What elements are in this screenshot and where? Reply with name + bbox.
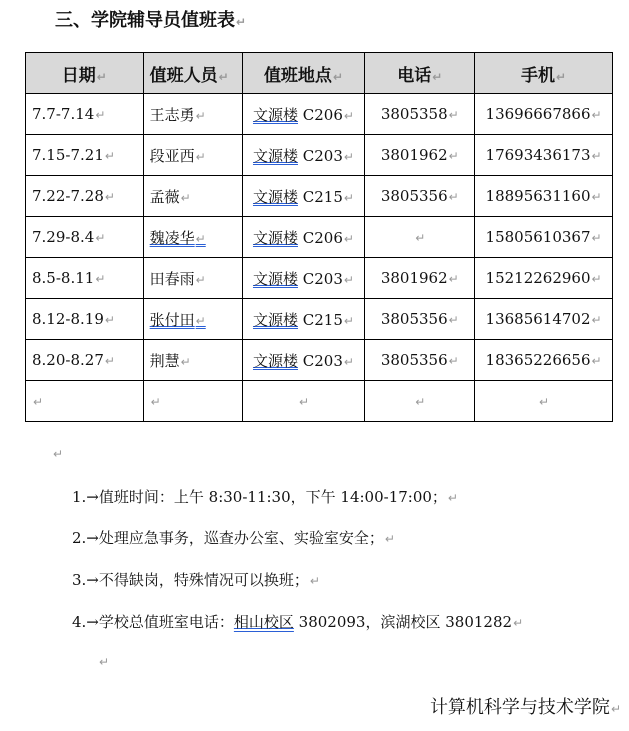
name-cell: 段亚西 ↵ [143, 135, 242, 176]
date-cell: 7.15-7.21 ↵ [26, 135, 144, 176]
mobile-cell: 15212262960 ↵ [475, 258, 613, 299]
date-cell: 7.29-8.4 ↵ [26, 217, 144, 258]
table-row [26, 135, 613, 176]
empty-cell [143, 381, 242, 422]
name-cell: 荆慧 ↵ [143, 340, 242, 381]
date-cell: 8.12-8.19 ↵ [26, 299, 144, 340]
duty-table [25, 52, 613, 422]
mobile-cell: 15805610367 ↵ [475, 217, 613, 258]
header-date: 日期 ↵ [26, 53, 144, 94]
table-row [26, 217, 613, 258]
mobile-cell: 18895631160 ↵ [475, 176, 613, 217]
phone-cell [365, 217, 475, 258]
mobile-cell: 13696667866 ↵ [475, 94, 613, 135]
empty-paragraph [52, 444, 63, 462]
location-cell: 文源楼 C203 ↵ [242, 135, 365, 176]
empty-cell [26, 381, 144, 422]
table-row [26, 94, 613, 135]
table-row-empty [26, 381, 613, 422]
date-cell: 8.5-8.11 ↵ [26, 258, 144, 299]
empty-paragraph [98, 652, 109, 670]
empty-cell [242, 381, 365, 422]
empty-cell [475, 381, 613, 422]
phone-cell: 3805356 ↵ [365, 340, 475, 381]
phone-cell: 3801962 ↵ [365, 258, 475, 299]
name-cell: 张付田 ↵ [143, 299, 242, 340]
location-cell: 文源楼 C206 ↵ [242, 217, 365, 258]
phone-cell: 3805358 ↵ [365, 94, 475, 135]
table-row [26, 176, 613, 217]
note-3: 3.→不得缺岗，特殊情况可以换班； ↵ [72, 569, 320, 590]
note-4: 4.→学校总值班室电话：相山校区 3802093，滨湖校区 3801282 ↵ [72, 611, 523, 632]
phone-cell: 3805356 ↵ [365, 176, 475, 217]
table-row [26, 299, 613, 340]
signature: 计算机科学与技术学院 ↵ [430, 693, 621, 719]
header-mobile: 手机 ↵ [475, 53, 613, 94]
date-cell: 8.20-8.27 ↵ [26, 340, 144, 381]
name-cell: 孟薇 ↵ [143, 176, 242, 217]
mobile-cell: 17693436173 ↵ [475, 135, 613, 176]
table-row [26, 340, 613, 381]
empty-cell [365, 381, 475, 422]
phone-cell: 3805356 ↵ [365, 299, 475, 340]
date-cell: 7.22-7.28 ↵ [26, 176, 144, 217]
location-cell: 文源楼 C215 ↵ [242, 176, 365, 217]
location-cell: 文源楼 C203 ↵ [242, 258, 365, 299]
mobile-cell: 18365226656 ↵ [475, 340, 613, 381]
location-cell: 文源楼 C206 ↵ [242, 94, 365, 135]
date-cell: 7.7-7.14 ↵ [26, 94, 144, 135]
header-name: 值班人员 ↵ [143, 53, 242, 94]
header-location: 值班地点 ↵ [242, 53, 365, 94]
header-phone: 电话 ↵ [365, 53, 475, 94]
table-row [26, 258, 613, 299]
note-2: 2.→处理应急事务，巡查办公室、实验室安全； ↵ [72, 527, 395, 548]
mobile-cell: 13685614702 ↵ [475, 299, 613, 340]
location-cell: 文源楼 C215 ↵ [242, 299, 365, 340]
location-cell: 文源楼 C203 ↵ [242, 340, 365, 381]
name-cell: 田春雨 ↵ [143, 258, 242, 299]
name-cell: 王志勇 ↵ [143, 94, 242, 135]
table-header-row [26, 53, 613, 94]
section-title: 三、学院辅导员值班表 ↵ [55, 6, 246, 32]
phone-cell: 3801962 ↵ [365, 135, 475, 176]
note-1: 1.→值班时间：上午 8:30-11:30，下午 14:00-17:00； ↵ [72, 486, 458, 507]
name-cell: 魏凌华 ↵ [143, 217, 242, 258]
